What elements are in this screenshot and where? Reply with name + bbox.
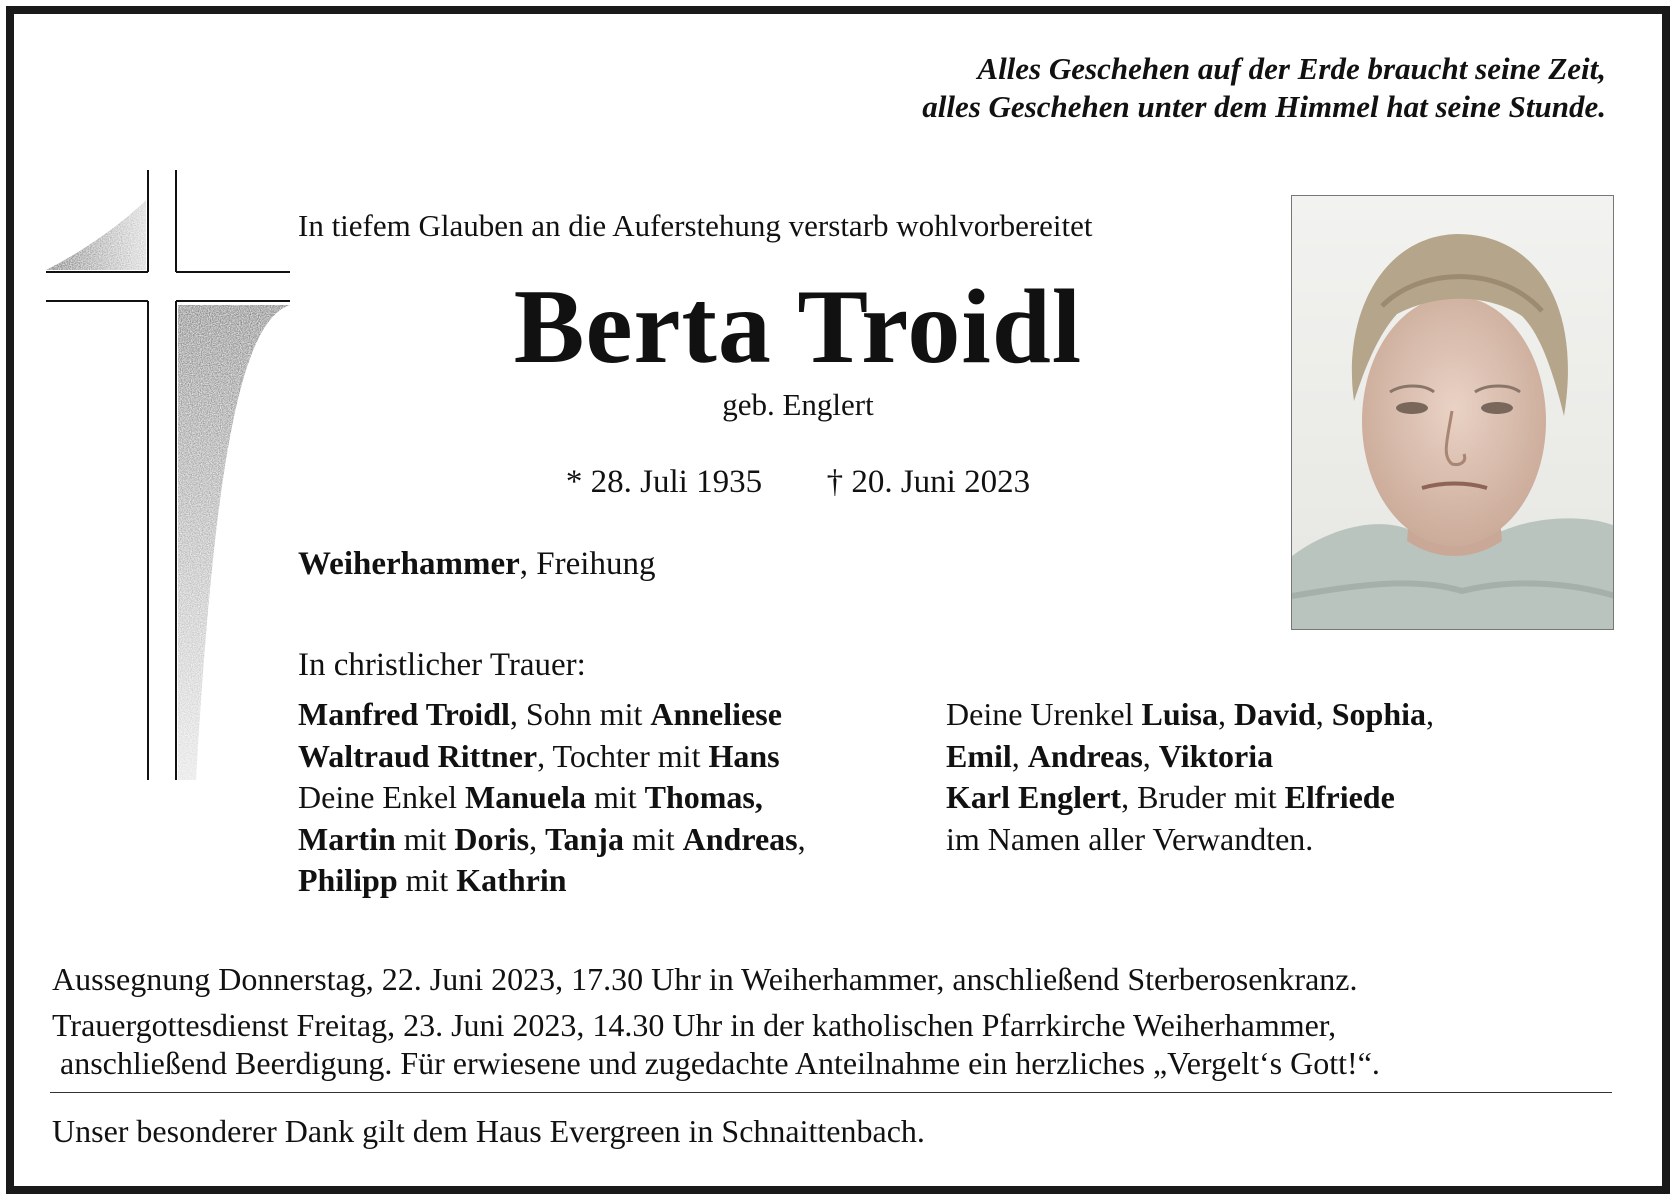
mourner-name: Manuela [465,779,586,815]
intro-text: In tiefem Glauben an die Auferstehung verstarb wohlvorbereitet [298,208,1093,243]
thanks-text: Unser besonderer Dank gilt dem Haus Evergreen in Schnaittenbach. [52,1113,925,1149]
mourner-text: Deine Enkel [298,779,466,815]
mourner-text: mit [585,779,645,815]
residence-main: Weiherhammer [298,546,520,582]
mourner-name: Martin [298,820,396,857]
birth-name: geb. Englert [722,387,874,422]
mourner-line [946,777,1434,819]
mourner-line [298,736,806,778]
mourners-left-column [298,694,806,902]
residence [298,546,655,583]
mourner-text: , [1142,737,1159,774]
mourner-name: Waltraud Rittner [298,737,538,774]
mourner-name: Hans [708,737,780,774]
mourner-name: Thomas, [644,779,763,815]
mourner-name: David [1233,696,1316,732]
mourner-name: Anneliese [650,696,782,732]
mourner-text: Deine Urenkel [946,696,1142,732]
service-line-2: Trauergottesdienst Freitag, 23. Juni 2023, 14.30 Uhr in der katholischen Pfarrkirche Weiherhammer, [52,1007,1337,1043]
mourner-text: , [529,820,546,857]
mourner-name: Philipp [298,862,398,898]
mourner-text: , [797,820,806,857]
mourner-name: Andreas [1027,737,1143,774]
mourner-name: Emil [946,737,1012,774]
death-cross-icon: † [826,464,844,500]
mourner-text: , [1315,696,1332,732]
mourner-name: Luisa [1141,696,1218,732]
mourner-line [298,777,806,819]
mourner-name: Viktoria [1158,737,1274,774]
mourner-text: , [1217,696,1234,732]
mourners-right-column [946,694,1434,860]
mourner-text: , Tochter mit [537,737,709,774]
mourner-name: Karl Englert [946,779,1122,815]
mourner-text: mit [395,820,455,857]
mourner-line [946,694,1434,736]
mourner-line [946,736,1434,778]
service-line-1: Aussegnung Donnerstag, 22. Juni 2023, 17.30 Uhr in Weiherhammer, anschließend Sterberosenkranz. [52,961,1358,997]
mourner-line [298,694,806,736]
mourner-text: , Sohn mit [509,696,651,732]
mourner-name: Andreas [682,820,798,857]
mourner-name: Doris [454,820,530,857]
mourner-text: , [1426,696,1435,732]
mourner-line [298,860,806,902]
mourner-name: Kathrin [456,862,567,898]
mourner-text: , [1011,737,1028,774]
birth-date: 28. Juli 1935 [590,464,763,500]
mourner-name: Manfred Troidl [298,696,510,732]
mourner-text: , Bruder mit [1121,779,1285,815]
portrait-photo [1291,195,1614,630]
divider [50,1092,1612,1093]
mourner-text: mit [397,862,457,898]
mourner-name: Elfriede [1284,779,1395,815]
mourner-name: Tanja [545,820,624,857]
service-line-3: anschließend Beerdigung. Für erwiesene und zugedachte Anteilnahme ein herzliches „Vergelt‘s Gott!“. [60,1045,1380,1081]
mourner-name: Sophia [1331,696,1427,732]
mourner-text: mit [623,820,683,857]
motto-line-2: alles Geschehen unter dem Himmel hat seine Stunde. [922,89,1606,124]
mourners-heading: In christlicher Trauer: [298,647,586,683]
birth-star-icon: * [565,464,583,500]
motto-line-1: Alles Geschehen auf der Erde braucht seine Zeit, [977,51,1606,86]
cross-icon [46,170,290,780]
deceased-name: Berta Troidl [513,268,1083,385]
mourner-line [298,819,806,861]
death-date: 20. Juni 2023 [851,464,1031,500]
mourner-line [946,819,1434,861]
residence-rest: , Freihung [519,546,656,582]
mourner-text: im Namen aller Verwandten. [946,820,1314,857]
life-dates [298,464,1298,501]
